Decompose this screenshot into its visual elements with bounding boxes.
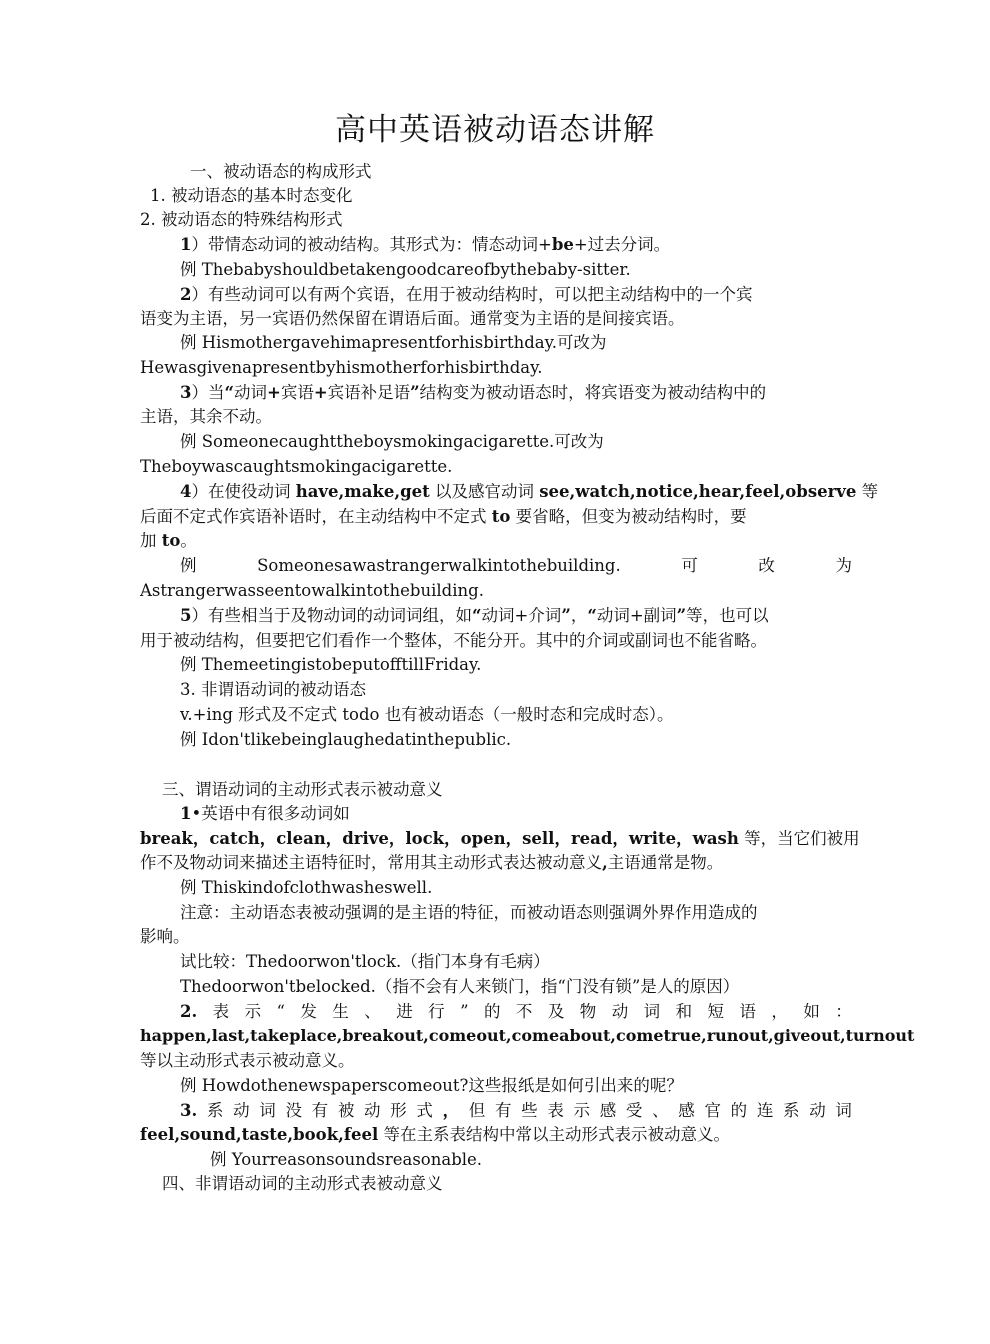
point-2-line-2: happen,last,takeplace,breakout,comeout,comeabout,cometrue,runout,giveout,turnout [140,1026,915,1045]
page-title: 高中英语被动语态讲解 [335,112,655,148]
subsection-1-3-text: v.+ing 形式及不定式 todo 也有被动语态（一般时态和完成时态）。 [180,705,674,724]
point-1-line-2: break，catch，clean，drive，lock，open，sell，read，write，wash 等，当它们被用 [140,829,860,848]
point-3-line-2: feel,sound,taste,book,feel 等在主系表结构中常以主动形式表示被动意义。 [140,1125,730,1144]
paragraph-5-line-1: 5）有些相当于及物动词的动词词组，如“动词+介词”，“动词+副词”等，也可以 [180,606,769,625]
point-3-line-1: 3. 系 动 词 没 有 被 动 形 式 ， 但 有 些 表 示 感 受 、 感 官 的 连 系 动 词 [180,1101,852,1120]
note-line-1: 注意：主动语态表被动强调的是主语的特征，而被动语态则强调外界作用造成的 [180,903,758,922]
section-heading-3: 三、谓语动词的主动形式表示被动意义 [162,780,443,799]
comparison-1: 试比较：Thedoorwon'tlock.（指门本身有毛病） [180,952,550,971]
example-4-line-2: Astrangerwasseentowalkintothebuilding. [140,581,484,600]
example-7: 例 Thiskindofclothwasheswell. [180,878,433,897]
paragraph-4-line-2: 后面不定式作宾语补语时，在主动结构中不定式 to 要省略，但变为被动结构时，要 [140,507,747,526]
subsection-1-3: 3. 非谓语动词的被动语态 [180,680,366,699]
example-2-line-2: Hewasgivenapresentbyhismotherforhisbirthday. [140,358,543,377]
paragraph-4-line-1: 4）在使役动词 have,make,get 以及感官动词 see,watch,notice,hear,feel,observe 等 [180,482,879,501]
example-3-line-2: Theboywascaughtsmokingacigarette. [140,457,453,476]
section-heading-4: 四、非谓语动词的主动形式表被动意义 [162,1174,443,1193]
section-heading-1: 一、被动语态的构成形式 [190,162,372,181]
example-4-line-1: 例 Someonesawastrangerwalkintothebuilding. 可 改 为 [180,556,852,575]
example-1: 例 Thebabyshouldbetakengoodcareofbythebaby-sitter. [180,260,631,279]
example-2-line-1: 例 Hismothergavehimapresentforhisbirthday.可改为 [180,333,607,352]
comparison-2: Thedoorwon'tbelocked.（指不会有人来锁门，指“门没有锁”是人的原因） [180,977,740,996]
point-2-line-1: 2. 表 示 “ 发 生 、 进 行 ” 的 不 及 物 动 词 和 短 语 ， 如 ： [180,1002,852,1021]
example-9: 例 Yourreasonsoundsreasonable. [210,1150,483,1169]
paragraph-5-line-2: 用于被动结构，但要把它们看作一个整体，不能分开。其中的介词或副词也不能省略。 [140,631,767,650]
point-1-line-1: 1•英语中有很多动词如 [180,804,350,823]
note-line-2: 影响。 [140,927,190,946]
example-5: 例 ThemeetingistobeputofftillFriday. [180,655,482,674]
example-8: 例 Howdothenewspaperscomeout?这些报纸是如何引出来的呢？ [180,1076,683,1095]
subsection-1-2: 2. 被动语态的特殊结构形式 [140,210,343,229]
subsection-1-1: 1. 被动语态的基本时态变化 [150,186,353,205]
point-1-line-3: 作不及物动词来描述主语特征时，常用其主动形式表达被动意义,主语通常是物。 [140,853,724,872]
example-6: 例 Idon'tlikebeinglaughedatinthepublic. [180,730,512,749]
point-2-line-3: 等以主动形式表示被动意义。 [140,1051,355,1070]
paragraph-2-line-2: 语变为主语，另一宾语仍然保留在谓语后面。通常变为主语的是间接宾语。 [140,309,685,328]
paragraph-3-line-2: 主语，其余不动。 [140,407,272,426]
paragraph-4-line-3: 加 to。 [140,531,197,550]
paragraph-2-line-1: 2）有些动词可以有两个宾语，在用于被动结构时，可以把主动结构中的一个宾 [180,285,753,304]
paragraph-1: 1）带情态动词的被动结构。其形式为：情态动词+be+过去分词。 [180,235,671,254]
paragraph-3-line-1: 3）当“动词+宾语+宾语补足语”结构变为被动语态时，将宾语变为被动结构中的 [180,383,767,402]
example-3-line-1: 例 Someonecaughttheboysmokingacigarette.可改为 [180,432,604,451]
